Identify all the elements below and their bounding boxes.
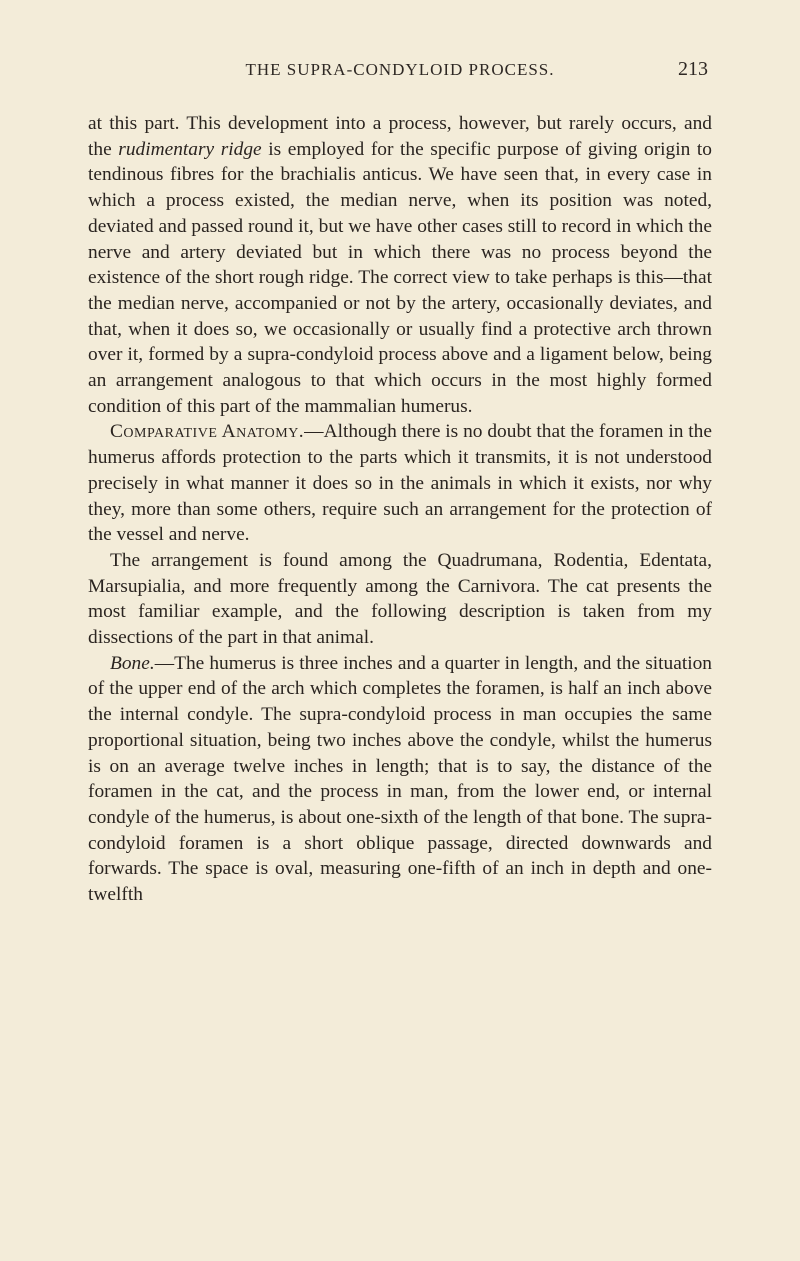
- paragraph-comparative-anatomy: [88, 419, 712, 548]
- rudimentary-ridge-term: rudimentary ridge: [118, 138, 262, 160]
- running-head: THE SUPRA-CONDYLOID PROCESS.: [245, 60, 555, 79]
- paragraph-1-text-b: is employed for the specific purpose of giving origin to tendinous fibres for the brachialis anticus. We have seen that, in every case in which a process existed, the median nerve, when its position was noted, deviated and passed round it, but we have other cases still to record in which the nerve and artery deviated but in which there was no process beyond the existence of the short rough ridge. The correct view to take perhaps is this—that the median nerve, accompanied or not by the artery, occasionally deviates, and that, when it does so, we occasionally or usually find a protective arch thrown over it, formed by a supra-condyloid process above and a ligament below, being an arrangement analogous to that which occurs in the most highly formed condition of this part of the mammalian humerus.: [88, 138, 712, 417]
- comparative-anatomy-text: —Although there is no doubt that the foramen in the humerus affords protection to the parts which it transmits, it is not understood precisely in what manner it does so in the animals in which it exists, nor why they, more than some others, require such an arrangement for the protection of the vessel and nerve.: [88, 421, 712, 546]
- comparative-anatomy-heading: Comparative Anatomy.: [110, 421, 305, 443]
- bone-heading: Bone.: [110, 652, 155, 674]
- paragraph-bone: [88, 651, 712, 908]
- paragraph-1-text-a: at this part. This development into a process, however, but rarely occurs, and the: [88, 113, 712, 160]
- body-text: [88, 111, 712, 908]
- paragraph-arrangement: [88, 548, 712, 651]
- bone-text: —The humerus is three inches and a quarter in length, and the situation of the upper end of the arch which completes the foramen, is half an inch above the internal condyle. The supra-condyloid process in man occupies the same proportional situation, being two inches above the condyle, whilst the humerus is on an average twelve inches in length; that is to say, the distance of the foramen in the cat, and the process in man, from the lower end, or internal condyle of the humerus, is about one-sixth of the length of that bone. The supra-condyloid foramen is a short oblique passage, directed downwards and forwards. The space is oval, measuring one-fifth of an inch in depth and one-twelfth: [88, 652, 712, 906]
- arrangement-text: The arrangement is found among the Quadrumana, Rodentia, Edentata, Marsupialia, and more frequently among the Carnivora. The cat presents the most familiar example, and the following description is taken from my dissections of the part in that animal.: [88, 549, 712, 649]
- paragraph-1: [88, 111, 712, 419]
- page-number: 213: [678, 58, 708, 80]
